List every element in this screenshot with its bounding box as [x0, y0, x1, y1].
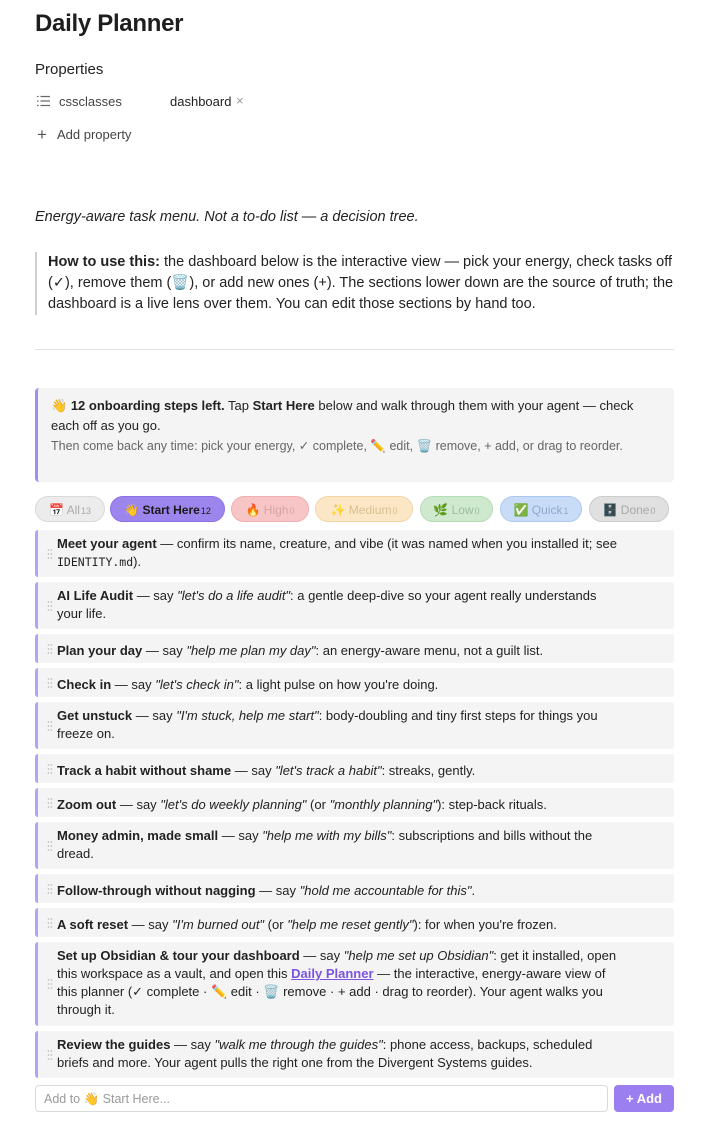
- task-quote: "let's do a life audit": [177, 588, 291, 603]
- calendar-icon: 📅: [49, 503, 64, 517]
- task-text: : an energy-aware menu, not a guilt list.: [315, 643, 544, 658]
- file-cabinet-icon: 🗄️: [602, 503, 618, 517]
- task-title: Check in: [57, 677, 112, 692]
- check-box-icon: ✅: [513, 503, 529, 517]
- task-text: — say: [133, 588, 178, 603]
- callout-lead: 12 onboarding steps left.: [70, 398, 225, 413]
- callout-start-here: Start Here: [252, 398, 315, 413]
- task-text: — say: [218, 828, 263, 843]
- filter-label: Low: [451, 503, 474, 517]
- howto-text: the dashboard below is the interactive view — pick your energy, check tasks off (✓), remove them (🗑️), or add new ones (+). The sections lower down are the source of truth; the dashboard is a live lens over them. You can edit those sections by hand too.: [48, 254, 674, 312]
- task-text-tail: — the interactive, energy-aware view of this planner (✓ complete · ✏️ edit · 🗑️ remove · + add · drag to reorder). Your agent walks you through it.: [57, 966, 606, 1017]
- filter-label: All: [66, 503, 80, 517]
- howto-lead: How to use this:: [48, 254, 160, 270]
- add-task-input[interactable]: [35, 1085, 608, 1112]
- task-item[interactable]: [35, 634, 674, 663]
- filter-label: Start Here: [142, 503, 200, 517]
- filter-count: 0: [474, 506, 480, 516]
- filter-count: 0: [392, 506, 398, 516]
- task-quote: "let's do weekly planning": [160, 797, 307, 812]
- task-title: Track a habit without shame: [57, 763, 232, 778]
- filter-label: Quick: [531, 503, 563, 517]
- drag-handle-icon[interactable]: [47, 677, 53, 689]
- add-property-label: Add property: [57, 127, 132, 142]
- task-text: — say: [128, 917, 173, 932]
- task-quote: "I'm stuck, help me start": [176, 708, 319, 723]
- task-text: : subscriptions and bills without the dread.: [57, 828, 593, 861]
- add-task-bar: [35, 1085, 674, 1112]
- task-text: — say: [116, 797, 161, 812]
- property-row-cssclasses[interactable]: [35, 92, 435, 112]
- task-quote: "help me plan my day": [186, 643, 316, 658]
- filter-label: Done: [620, 503, 650, 517]
- leaf-icon: 🌿: [433, 503, 449, 517]
- task-item[interactable]: [35, 908, 674, 937]
- divider: [35, 349, 674, 350]
- task-text: — say: [111, 677, 156, 692]
- filter-count: 13: [80, 506, 91, 516]
- drag-handle-icon[interactable]: [47, 643, 53, 655]
- drag-handle-icon[interactable]: [47, 978, 53, 990]
- task-text: : streaks, gently.: [381, 763, 476, 778]
- intro-text: Energy-aware task menu. Not a to-do list — a decision tree.: [35, 209, 419, 225]
- drag-handle-icon[interactable]: [47, 548, 53, 560]
- task-quote: "walk me through the guides": [214, 1037, 383, 1052]
- task-code: IDENTITY.md: [57, 555, 134, 569]
- task-text: .: [471, 883, 476, 898]
- task-quote: "I'm burned out": [172, 917, 265, 932]
- task-text: : body-doubling and tiny first steps for things you freeze on.: [57, 708, 598, 741]
- task-title: Money admin, made small: [57, 828, 219, 843]
- property-name[interactable]: cssclasses: [59, 94, 122, 109]
- task-text: — say: [142, 643, 187, 658]
- task-text: — say: [132, 708, 177, 723]
- task-title: Follow-through without nagging: [57, 883, 256, 898]
- drag-handle-icon[interactable]: [47, 840, 53, 852]
- filter-high-button[interactable]: [231, 496, 309, 522]
- task-quote: "help me set up Obsidian": [343, 948, 494, 963]
- task-text: : a light pulse on how you're doing.: [238, 677, 439, 692]
- filter-count: 12: [200, 506, 211, 516]
- filter-label: High: [263, 503, 289, 517]
- task-quote: "hold me accountable for this": [299, 883, 472, 898]
- task-title: Review the guides: [57, 1037, 171, 1052]
- drag-handle-icon[interactable]: [47, 600, 53, 612]
- filter-all-button[interactable]: [35, 496, 105, 522]
- task-text: — say: [231, 763, 276, 778]
- energy-filter-bar: [35, 496, 674, 524]
- filter-medium-button[interactable]: [315, 496, 413, 522]
- daily-planner-link[interactable]: Daily Planner: [291, 966, 374, 981]
- howto-blockquote: [35, 252, 678, 315]
- page-title: Daily Planner: [35, 10, 184, 37]
- filter-quick-button[interactable]: [500, 496, 582, 522]
- task-item[interactable]: [35, 754, 674, 783]
- task-item[interactable]: [35, 1031, 674, 1078]
- task-quote: "let's check in": [155, 677, 239, 692]
- task-item[interactable]: [35, 942, 674, 1026]
- task-title: Plan your day: [57, 643, 143, 658]
- filter-done-button[interactable]: [589, 496, 669, 522]
- task-item[interactable]: [35, 530, 674, 577]
- plus-icon: +: [37, 125, 47, 144]
- property-value-pill[interactable]: dashboard: [170, 94, 232, 109]
- task-quote: "monthly planning": [329, 797, 438, 812]
- task-item[interactable]: [35, 822, 674, 869]
- task-text: ): step-back rituals.: [437, 797, 547, 812]
- add-task-button[interactable]: + Add: [614, 1085, 674, 1112]
- onboarding-callout: [35, 388, 674, 482]
- filter-start-here-button[interactable]: [110, 496, 225, 522]
- callout-text: Tap: [224, 398, 253, 413]
- task-text-tail: ).: [133, 554, 142, 569]
- task-item[interactable]: [35, 702, 674, 749]
- drag-handle-icon[interactable]: [47, 917, 53, 929]
- task-text: ): for when you're frozen.: [413, 917, 557, 932]
- remove-value-icon[interactable]: ×: [236, 93, 244, 108]
- task-title: Zoom out: [57, 797, 117, 812]
- task-title: A soft reset: [57, 917, 129, 932]
- callout-line2: Then come back any time: pick your energy, ✓ complete, ✏️ edit, 🗑️ remove, + add, or drag to reorder.: [51, 439, 623, 453]
- task-text: — confirm its name, creature, and vibe (it was named when you installed it; see: [156, 536, 617, 551]
- task-quote: "help me with my bills": [262, 828, 392, 843]
- task-text: — say: [255, 883, 300, 898]
- task-quote: "let's track a habit": [275, 763, 382, 778]
- filter-count: 1: [563, 506, 569, 516]
- drag-handle-icon[interactable]: [47, 797, 53, 809]
- task-item[interactable]: [35, 788, 674, 817]
- drag-handle-icon[interactable]: [47, 883, 53, 895]
- task-quote: "help me reset gently": [287, 917, 414, 932]
- task-title: Get unstuck: [57, 708, 133, 723]
- fire-icon: 🔥: [245, 503, 261, 517]
- task-item[interactable]: [35, 668, 674, 697]
- task-text: — say: [170, 1037, 215, 1052]
- drag-handle-icon[interactable]: [47, 763, 53, 775]
- drag-handle-icon[interactable]: [47, 720, 53, 732]
- task-text: — say: [299, 948, 344, 963]
- callout-text-after: below and walk through them with your agent — check each off as you go.: [51, 398, 634, 433]
- drag-handle-icon[interactable]: [47, 1049, 53, 1061]
- properties-heading[interactable]: Properties: [35, 61, 104, 78]
- task-text: : get it installed, open this workspace as a vault, and open this: [57, 948, 617, 981]
- filter-label: Medium: [348, 503, 392, 517]
- sparkles-icon: ✨: [330, 503, 346, 517]
- task-text: (or: [264, 917, 288, 932]
- task-title: Meet your agent: [57, 536, 157, 551]
- task-title: Set up Obsidian & tour your dashboard: [57, 948, 300, 963]
- filter-count: 0: [650, 506, 656, 516]
- wave-icon: 👋: [124, 503, 140, 517]
- filter-low-button[interactable]: [420, 496, 493, 522]
- task-text: (or: [306, 797, 330, 812]
- task-item[interactable]: [35, 874, 674, 903]
- wave-icon: 👋: [51, 398, 68, 413]
- task-title: AI Life Audit: [57, 588, 134, 603]
- task-text: : a gentle deep-dive so your agent really understands your life.: [57, 588, 597, 621]
- task-item[interactable]: [35, 582, 674, 629]
- list-icon: [37, 95, 50, 107]
- task-text: : phone access, backups, scheduled briefs and more. Your agent pulls the right one from the Divergent Systems guides.: [57, 1037, 593, 1070]
- filter-count: 0: [289, 506, 295, 516]
